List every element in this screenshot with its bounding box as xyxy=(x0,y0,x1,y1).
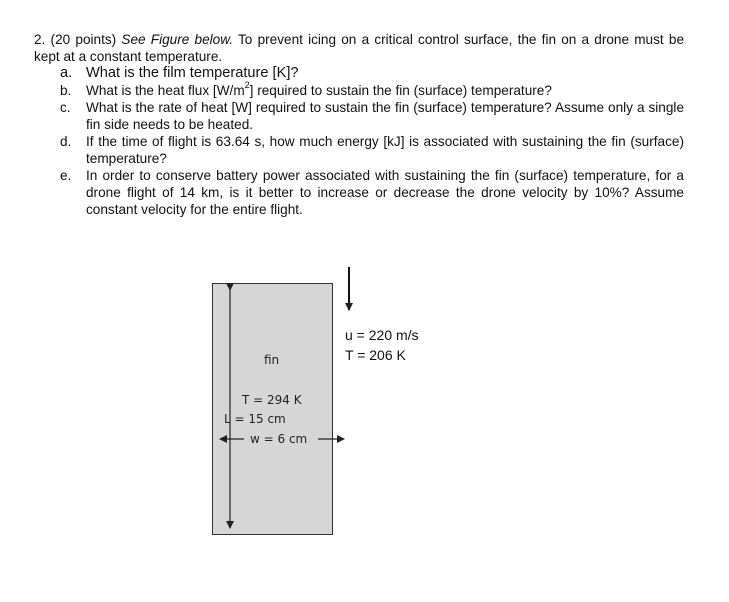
fin-label: fin xyxy=(264,353,280,367)
length-label: L = 15 cm xyxy=(224,412,286,426)
question-marker: d. xyxy=(60,134,72,149)
question-marker: b. xyxy=(60,83,72,98)
question-text: In order to conserve battery power associated with sustaining the fin (surface) temperature, for a drone flight of 14 km, is it better to increase or decrease the drone velocity by 10%? Assume constant velocity for the entire flight. xyxy=(86,168,684,217)
question-text: What is the rate of heat [W] required to sustain the fin (surface) temperature? Assume only a single fin side needs to be heated. xyxy=(86,100,684,132)
question-marker: a. xyxy=(60,65,73,81)
question-text: If the time of flight is 63.64 s, how much energy [kJ] is associated with sustaining the fin (surface) temperature? xyxy=(86,134,684,166)
question-marker: c. xyxy=(60,100,71,115)
question-text: What is the heat flux [W/m xyxy=(86,83,245,98)
velocity-label: u = 220 m/s xyxy=(345,327,419,343)
intro-text: To prevent icing on a critical control surface, the fin on a drone must be kept at a constant temperature. xyxy=(34,32,685,64)
question-text: What is the film temperature [K]? xyxy=(86,65,299,81)
superscript: 2 xyxy=(244,80,250,91)
see-figure-text: See Figure below. xyxy=(121,32,234,47)
surface-temperature-label: T = 294 K xyxy=(242,393,302,407)
problem-points: (20 points) xyxy=(50,32,117,47)
problem-number: 2. xyxy=(34,32,46,47)
question-marker: e. xyxy=(60,168,72,183)
width-label: w = 6 cm xyxy=(250,432,308,446)
free-stream-temperature-label: T = 206 K xyxy=(345,347,406,363)
question-text-after: ] required to sustain the fin (surface) temperature? xyxy=(249,83,552,98)
